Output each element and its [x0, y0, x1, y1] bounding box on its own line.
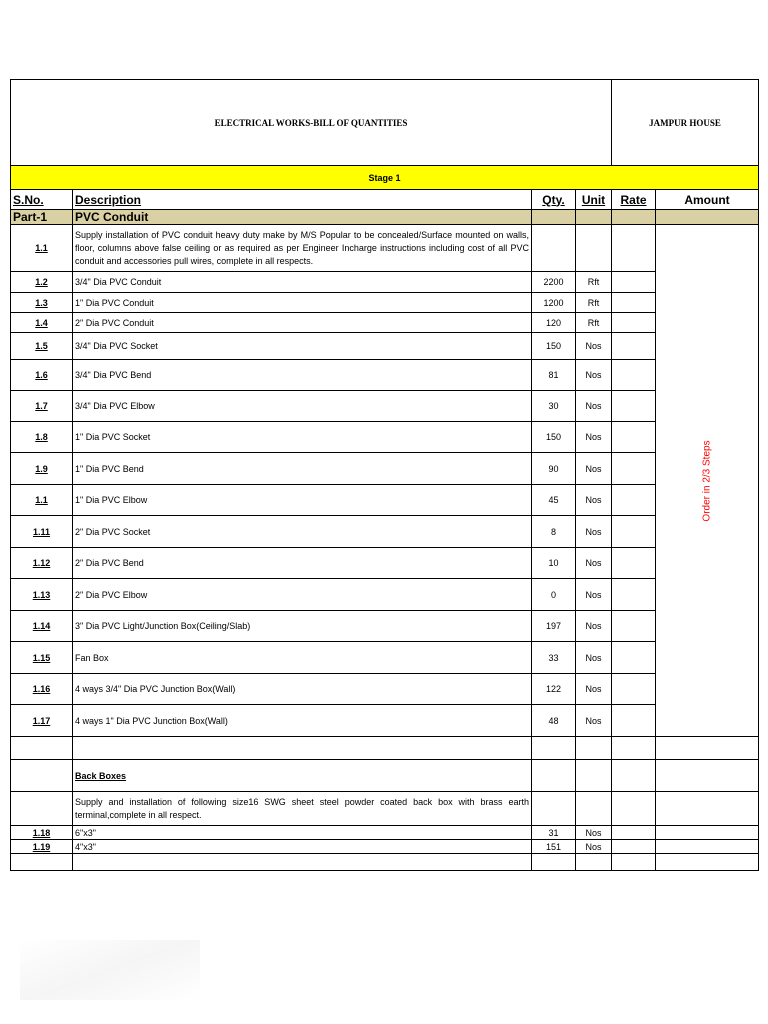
table-row	[11, 272, 759, 293]
table-row	[11, 453, 759, 485]
item-description: 2" Dia PVC Bend	[73, 548, 532, 579]
item-description: 1" Dia PVC Conduit	[73, 293, 532, 313]
back-boxes-heading: Back Boxes	[73, 760, 532, 792]
item-qty: 45	[532, 485, 576, 516]
item-qty: 122	[532, 674, 576, 705]
item-sno: 1.1	[11, 225, 73, 272]
part-title: PVC Conduit	[73, 210, 532, 225]
item-description: 3/4" Dia PVC Bend	[73, 360, 532, 391]
item-qty: 120	[532, 313, 576, 333]
scan-smudge	[20, 940, 200, 1000]
back-boxes-intro-row	[11, 792, 759, 826]
column-header-amount: Amount	[656, 190, 759, 210]
item-description: 1" Dia PVC Elbow	[73, 485, 532, 516]
item-unit: Nos	[576, 705, 612, 737]
blank-row	[11, 854, 759, 871]
item-unit: Nos	[576, 422, 612, 453]
item-description: 3/4" Dia PVC Socket	[73, 333, 532, 360]
table-row	[11, 225, 759, 272]
item-unit: Nos	[576, 516, 612, 548]
item-unit: Rft	[576, 313, 612, 333]
blank-row	[11, 737, 759, 760]
item-sno: 1.13	[11, 579, 73, 611]
item-sno: 1.9	[11, 453, 73, 485]
item-unit: Nos	[576, 674, 612, 705]
item-description: 2" Dia PVC Socket	[73, 516, 532, 548]
item-unit: Nos	[576, 360, 612, 391]
item-sno: 1.16	[11, 674, 73, 705]
item-unit: Nos	[576, 642, 612, 674]
item-unit: Nos	[576, 611, 612, 642]
part-row	[11, 210, 759, 225]
item-description: 4"x3"	[73, 840, 532, 854]
item-description: 1" Dia PVC Socket	[73, 422, 532, 453]
item-rate	[612, 225, 656, 272]
item-description: Fan Box	[73, 642, 532, 674]
table-row	[11, 313, 759, 333]
item-unit: Nos	[576, 453, 612, 485]
item-description: 2" Dia PVC Conduit	[73, 313, 532, 333]
item-unit: Nos	[576, 548, 612, 579]
table-row	[11, 360, 759, 391]
item-qty: 31	[532, 826, 576, 840]
item-description: 6"x3"	[73, 826, 532, 840]
item-rate	[612, 293, 656, 313]
item-rate	[612, 422, 656, 453]
table-row	[11, 674, 759, 705]
column-header-sno: S.No.	[11, 190, 73, 210]
stage-title: Stage 1	[11, 166, 759, 190]
table-row	[11, 293, 759, 313]
item-sno: 1.11	[11, 516, 73, 548]
item-unit: Nos	[576, 826, 612, 840]
item-description: 4 ways 1" Dia PVC Junction Box(Wall)	[73, 705, 532, 737]
table-row	[11, 705, 759, 737]
table-row	[11, 642, 759, 674]
amount-note: Order in 2/3 Steps	[701, 439, 713, 522]
stage-row	[11, 166, 759, 190]
item-sno: 1.4	[11, 313, 73, 333]
table-row	[11, 840, 759, 854]
back-boxes-heading-row	[11, 760, 759, 792]
item-qty: 151	[532, 840, 576, 854]
item-unit	[576, 225, 612, 272]
item-sno: 1.6	[11, 360, 73, 391]
column-header-qty: Qty.	[532, 190, 576, 210]
table-row	[11, 548, 759, 579]
document-title: ELECTRICAL WORKS-BILL OF QUANTITIES	[11, 80, 612, 166]
item-sno: 1.19	[11, 840, 73, 854]
item-qty: 30	[532, 391, 576, 422]
item-rate	[612, 313, 656, 333]
item-sno: 1.18	[11, 826, 73, 840]
item-rate	[612, 674, 656, 705]
item-rate	[612, 391, 656, 422]
table-row	[11, 485, 759, 516]
item-sno: 1.5	[11, 333, 73, 360]
item-unit: Nos	[576, 840, 612, 854]
table-row	[11, 579, 759, 611]
column-header-unit: Unit	[576, 190, 612, 210]
table-row	[11, 611, 759, 642]
column-header-description: Description	[73, 190, 532, 210]
item-rate	[612, 485, 656, 516]
item-rate	[612, 360, 656, 391]
item-rate	[612, 333, 656, 360]
item-description: 4 ways 3/4" Dia PVC Junction Box(Wall)	[73, 674, 532, 705]
item-sno: 1.7	[11, 391, 73, 422]
item-qty: 10	[532, 548, 576, 579]
table-row	[11, 333, 759, 360]
item-rate	[612, 453, 656, 485]
boq-table	[10, 79, 759, 871]
item-qty: 1200	[532, 293, 576, 313]
table-row	[11, 422, 759, 453]
item-sno: 1.3	[11, 293, 73, 313]
item-description: 1" Dia PVC Bend	[73, 453, 532, 485]
part-sno: Part-1	[11, 210, 73, 225]
item-description: 3" Dia PVC Light/Junction Box(Ceiling/Slab)	[73, 611, 532, 642]
item-qty: 8	[532, 516, 576, 548]
back-boxes-intro: Supply and installation of following size16 SWG sheet steel powder coated back box with brass earth terminal,complete in all respect.	[73, 792, 532, 826]
item-qty	[532, 225, 576, 272]
item-qty: 33	[532, 642, 576, 674]
table-row	[11, 516, 759, 548]
item-sno: 1.1	[11, 485, 73, 516]
item-description: 3/4" Dia PVC Elbow	[73, 391, 532, 422]
item-description: 2" Dia PVC Elbow	[73, 579, 532, 611]
item-rate	[612, 642, 656, 674]
column-header-row	[11, 190, 759, 210]
item-rate	[612, 579, 656, 611]
item-sno: 1.14	[11, 611, 73, 642]
item-qty: 0	[532, 579, 576, 611]
item-unit: Nos	[576, 333, 612, 360]
company-name: JAMPUR HOUSE	[612, 80, 759, 166]
table-row	[11, 391, 759, 422]
item-qty: 48	[532, 705, 576, 737]
item-unit: Nos	[576, 579, 612, 611]
item-rate	[612, 611, 656, 642]
item-unit: Rft	[576, 293, 612, 313]
item-rate	[612, 272, 656, 293]
amount-merged-cell	[656, 225, 759, 737]
item-description: Supply installation of PVC conduit heavy duty make by M/S Popular to be concealed/Surface mounted on walls, floor, columns above false ceiling or as required as per Engineer Incharge instructions including cost of all PVC conduit and accessories pull wires, complete in all respects.	[73, 225, 532, 272]
item-qty: 197	[532, 611, 576, 642]
item-sno: 1.17	[11, 705, 73, 737]
item-qty: 150	[532, 333, 576, 360]
item-description: 3/4" Dia PVC Conduit	[73, 272, 532, 293]
item-unit: Rft	[576, 272, 612, 293]
table-row	[11, 826, 759, 840]
item-sno: 1.8	[11, 422, 73, 453]
item-qty: 90	[532, 453, 576, 485]
item-sno: 1.15	[11, 642, 73, 674]
column-header-rate: Rate	[612, 190, 656, 210]
item-sno: 1.12	[11, 548, 73, 579]
item-rate	[612, 516, 656, 548]
item-sno: 1.2	[11, 272, 73, 293]
item-rate	[612, 705, 656, 737]
item-unit: Nos	[576, 391, 612, 422]
item-rate	[612, 548, 656, 579]
item-qty: 81	[532, 360, 576, 391]
item-qty: 150	[532, 422, 576, 453]
header-row	[11, 80, 759, 166]
item-unit: Nos	[576, 485, 612, 516]
item-qty: 2200	[532, 272, 576, 293]
